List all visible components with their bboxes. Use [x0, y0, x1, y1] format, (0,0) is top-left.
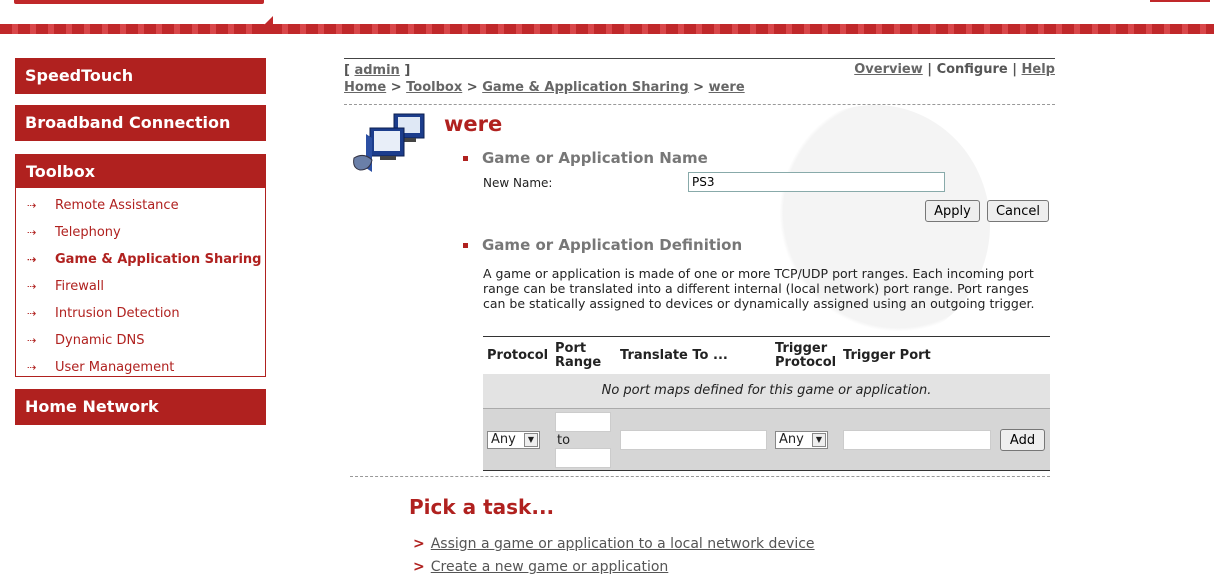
new-name-input[interactable] [688, 172, 945, 192]
arrow-icon: ⇢ [27, 199, 37, 212]
task-create-link[interactable]: Create a new game or application [430, 559, 669, 575]
sidebar-broadband[interactable] [15, 105, 266, 141]
banner-notch [255, 16, 273, 34]
empty-message: No port maps defined for this game or application. [483, 374, 1050, 408]
breadcrumb-current[interactable]: were [708, 80, 745, 95]
chevron-down-icon: ▼ [812, 433, 826, 447]
bullet-icon [463, 243, 468, 248]
col-protocol: Protocol [487, 348, 549, 363]
cancel-button[interactable]: Cancel [987, 200, 1049, 222]
page-header [344, 58, 1055, 96]
nav-help[interactable]: Help [1021, 62, 1055, 77]
new-name-label: New Name: [483, 176, 553, 190]
breadcrumb-home[interactable]: Home [344, 80, 387, 95]
section-divider [350, 476, 1050, 477]
sidebar-speedtouch[interactable] [15, 58, 266, 94]
sidebar-item-label: User Management [55, 360, 175, 375]
top-banner [0, 0, 1214, 36]
arrow-icon: ⇢ [27, 253, 37, 266]
task-title: Pick a task... [409, 495, 555, 519]
partner-logo [1150, 0, 1210, 2]
col-trigger-port: Trigger Port [843, 348, 931, 363]
brand-logo [14, 0, 264, 4]
arrow-icon: ⇢ [27, 226, 37, 239]
arrow-icon: ⇢ [27, 307, 37, 320]
chevron-right-icon: > [413, 559, 425, 575]
toolbox-menu [16, 188, 265, 381]
game-sharing-icon [350, 112, 430, 184]
task-item [413, 536, 815, 552]
sidebar-item-game-application-sharing[interactable] [16, 246, 265, 273]
toolbox-title[interactable]: Toolbox [16, 155, 265, 188]
apply-button[interactable]: Apply [925, 200, 980, 222]
port-range-start-input[interactable] [555, 412, 611, 432]
breadcrumb-game-sharing[interactable]: Game & Application Sharing [482, 80, 689, 95]
sidebar-item-label: Dynamic DNS [55, 333, 145, 348]
sidebar-speedtouch-label: SpeedTouch [25, 66, 134, 85]
sidebar-item-remote-assistance[interactable] [16, 192, 265, 219]
sidebar-item-firewall[interactable] [16, 273, 265, 300]
nav-configure[interactable]: Configure [936, 62, 1008, 77]
nav-overview[interactable]: Overview [854, 62, 923, 77]
header-divider [344, 104, 1055, 105]
arrow-icon: ⇢ [27, 361, 37, 374]
top-nav: Overview | Configure | Help [854, 62, 1055, 77]
sidebar-item-label: Telephony [55, 225, 121, 240]
to-label: to [557, 433, 571, 448]
sidebar-item-label: Firewall [55, 279, 105, 294]
breadcrumb: Home > Toolbox > Game & Application Sharing > were [344, 80, 745, 95]
name-section-heading: Game or Application Name [463, 149, 708, 167]
definition-description: A game or application is made of one or more TCP/UDP port ranges. Each incoming port range can be translated into a different internal (local network) port range. Port ranges can be statically assigned to devices or dynamically assigned using an outgoing trigger. [483, 266, 1035, 311]
sidebar-toolbox [15, 154, 266, 377]
sidebar-item-label: Intrusion Detection [55, 306, 180, 321]
col-port-range: Port Range [555, 341, 602, 370]
arrow-icon: ⇢ [27, 280, 37, 293]
user-link[interactable]: admin [354, 63, 400, 78]
table-header [483, 337, 1050, 373]
sidebar-broadband-label: Broadband Connection [25, 113, 231, 132]
protocol-select[interactable]: Any ▼ [487, 431, 540, 449]
trigger-protocol-select[interactable]: Any ▼ [775, 431, 828, 449]
bullet-icon [463, 156, 468, 161]
breadcrumb-toolbox[interactable]: Toolbox [406, 80, 463, 95]
sidebar-item-dynamic-dns[interactable] [16, 327, 265, 354]
add-port-map-row [483, 408, 1050, 471]
task-item [413, 559, 668, 575]
sidebar-home-network-label: Home Network [25, 397, 159, 416]
col-trigger-protocol: Trigger Protocol [775, 341, 837, 370]
sidebar-item-label: Game & Application Sharing [55, 252, 262, 267]
add-button[interactable]: Add [1000, 429, 1045, 451]
col-translate: Translate To ... [620, 348, 728, 363]
sidebar-item-user-management[interactable] [16, 354, 265, 381]
task-assign-link[interactable]: Assign a game or application to a local network device [430, 536, 815, 552]
translate-to-input[interactable] [620, 430, 767, 450]
chevron-right-icon: > [413, 536, 425, 552]
sidebar-item-label: Remote Assistance [55, 198, 179, 213]
sidebar-item-intrusion-detection[interactable] [16, 300, 265, 327]
banner-stripe [0, 24, 1214, 34]
arrow-icon: ⇢ [27, 334, 37, 347]
sidebar-home-network[interactable] [15, 389, 266, 425]
port-range-end-input[interactable] [555, 448, 611, 468]
user-indicator: [ admin ] [344, 63, 411, 78]
page-title: were [444, 112, 503, 136]
port-map-table [483, 336, 1050, 448]
sidebar-item-telephony[interactable] [16, 219, 265, 246]
definition-section-heading: Game or Application Definition [463, 236, 742, 254]
trigger-port-input[interactable] [843, 430, 991, 450]
chevron-down-icon: ▼ [524, 433, 538, 447]
